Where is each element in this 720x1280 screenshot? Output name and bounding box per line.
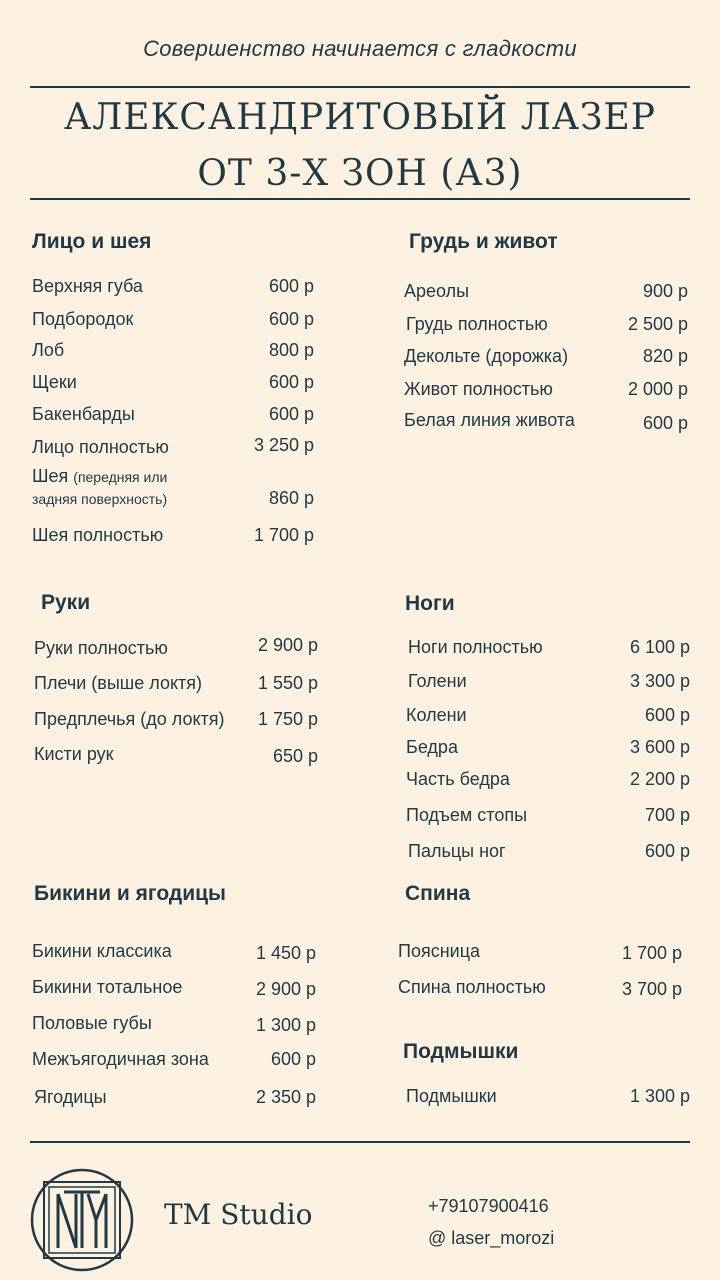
list-item bbox=[404, 410, 688, 434]
item-name: Кисти рук bbox=[34, 744, 114, 764]
item-name: Руки полностью bbox=[34, 638, 168, 658]
list-item bbox=[406, 637, 690, 658]
item-name: Щеки bbox=[32, 372, 77, 392]
list-item bbox=[32, 1087, 316, 1108]
list-item bbox=[32, 941, 316, 964]
list-item bbox=[406, 841, 690, 862]
contact-phone[interactable]: +79107900416 bbox=[428, 1196, 549, 1216]
section-title: Спина bbox=[405, 882, 471, 905]
item-price: 600 р bbox=[268, 309, 314, 329]
item-name: Подмышки bbox=[406, 1086, 497, 1106]
page-title bbox=[0, 90, 720, 202]
item-price: 6 100 р bbox=[629, 637, 690, 657]
list-item bbox=[406, 805, 690, 826]
item-name: Пальцы ног bbox=[408, 841, 506, 861]
list-item bbox=[32, 435, 314, 458]
item-name: Часть бедра bbox=[406, 769, 510, 789]
item-price: 1 750 р bbox=[257, 709, 318, 729]
item-price: 1 700 р bbox=[253, 525, 314, 545]
item-price: 1 300 р bbox=[255, 1015, 316, 1035]
item-price: 700 р bbox=[644, 805, 690, 825]
item-price: 3 250 р bbox=[253, 435, 314, 455]
item-name: Колени bbox=[406, 705, 467, 725]
item-name: Шея bbox=[32, 466, 69, 486]
item-name: Предплечья (до локтя) bbox=[34, 709, 225, 729]
item-price: 2 000 р bbox=[627, 379, 688, 399]
list-item bbox=[32, 1013, 316, 1036]
list-item bbox=[32, 372, 314, 393]
item-price: 1 700 р bbox=[621, 943, 682, 963]
item-name: Грудь полностью bbox=[406, 314, 548, 334]
item-name: Декольте (дорожка) bbox=[404, 346, 569, 366]
item-name: Подбородок bbox=[32, 309, 134, 329]
item-name: Ареолы bbox=[404, 281, 470, 301]
item-price: 3 300 р bbox=[629, 671, 690, 691]
section-back bbox=[398, 882, 682, 1002]
list-item bbox=[32, 525, 314, 546]
list-item bbox=[34, 709, 318, 730]
list-item bbox=[404, 1086, 690, 1107]
brand-name: TM Studio bbox=[164, 1198, 313, 1231]
title-divider bbox=[30, 198, 690, 200]
section-legs bbox=[406, 592, 690, 872]
list-item bbox=[406, 671, 690, 692]
list-item bbox=[406, 705, 690, 726]
item-name: Живот полностью bbox=[404, 379, 553, 399]
list-item bbox=[32, 404, 314, 425]
section-title: Грудь и живот bbox=[409, 230, 558, 253]
item-note: (передняя или bbox=[73, 469, 168, 485]
list-item bbox=[406, 769, 690, 790]
item-price: 2 900 р bbox=[257, 635, 318, 655]
studio-logo-icon bbox=[30, 1168, 134, 1272]
list-item bbox=[32, 466, 314, 522]
section-title: Руки bbox=[41, 591, 91, 614]
item-name: Ягодицы bbox=[34, 1087, 107, 1107]
section-title: Ноги bbox=[405, 592, 455, 615]
section-face bbox=[32, 230, 314, 560]
list-item bbox=[404, 281, 688, 302]
item-price: 1 550 р bbox=[257, 673, 318, 693]
item-name: Лицо полностью bbox=[32, 437, 169, 457]
section-chest bbox=[404, 230, 688, 440]
item-name: Подъем стопы bbox=[406, 805, 528, 825]
item-price: 2 200 р bbox=[629, 769, 690, 789]
section-title: Бикини и ягодицы bbox=[34, 882, 226, 905]
list-item bbox=[404, 314, 688, 335]
item-price: 3 600 р bbox=[629, 737, 690, 757]
item-note-line-2: задняя поверхность) bbox=[32, 491, 168, 507]
item-price: 600 р bbox=[644, 705, 690, 725]
item-name: Половые губы bbox=[32, 1013, 152, 1033]
list-item bbox=[32, 977, 316, 1000]
section-arms bbox=[34, 591, 318, 771]
contact-social[interactable]: @ laser_morozi bbox=[428, 1228, 555, 1248]
section-title: Подмышки bbox=[403, 1040, 519, 1063]
list-item bbox=[398, 941, 682, 964]
item-name: Лоб bbox=[32, 340, 65, 360]
item-price: 600 р bbox=[270, 1049, 316, 1069]
item-price: 2 350 р bbox=[255, 1087, 316, 1107]
top-divider bbox=[30, 86, 690, 88]
list-item bbox=[32, 340, 314, 361]
list-item bbox=[32, 1049, 316, 1070]
item-name: Верхняя губа bbox=[32, 276, 143, 296]
item-price: 600 р bbox=[268, 372, 314, 392]
list-item bbox=[404, 346, 688, 367]
item-price: 650 р bbox=[272, 746, 318, 766]
item-price: 2 900 р bbox=[255, 979, 316, 999]
item-name: Голени bbox=[408, 671, 467, 691]
list-item bbox=[398, 977, 682, 1000]
title-line-2: ОТ 3-Х ЗОН (А3) bbox=[197, 153, 523, 194]
item-price: 600 р bbox=[644, 841, 690, 861]
item-name: Плечи (выше локтя) bbox=[34, 673, 203, 693]
item-name: Ноги полностью bbox=[408, 637, 543, 657]
list-item bbox=[32, 309, 314, 330]
item-name: Спина полностью bbox=[398, 977, 546, 997]
item-price: 800 р bbox=[268, 340, 314, 360]
section-bikini bbox=[32, 882, 316, 1112]
item-price: 3 700 р bbox=[621, 979, 682, 999]
list-item bbox=[32, 276, 314, 297]
item-name: Поясница bbox=[398, 941, 481, 961]
item-price: 1 450 р bbox=[255, 943, 316, 963]
item-price: 600 р bbox=[268, 276, 314, 296]
title-line-1: АЛЕКСАНДРИТОВЫЙ ЛАЗЕР bbox=[63, 97, 656, 138]
item-name-block bbox=[32, 466, 167, 507]
item-name: Бикини классика bbox=[32, 941, 172, 961]
item-name: Белая линия живота bbox=[404, 410, 575, 430]
section-armpits bbox=[404, 1040, 690, 1120]
tagline: Совершенство начинается с гладкости bbox=[143, 36, 577, 61]
list-item bbox=[404, 379, 688, 400]
item-price: 600 р bbox=[642, 413, 688, 433]
item-price: 860 р bbox=[268, 488, 314, 508]
item-price: 820 р bbox=[642, 346, 688, 366]
item-price: 600 р bbox=[268, 404, 314, 424]
item-name: Шея полностью bbox=[32, 525, 164, 545]
footer-divider bbox=[30, 1141, 690, 1143]
item-name: Бедра bbox=[406, 737, 458, 757]
list-item bbox=[34, 635, 318, 659]
section-title: Лицо и шея bbox=[32, 230, 152, 253]
list-item bbox=[34, 673, 318, 694]
item-price: 1 300 р bbox=[629, 1086, 690, 1106]
item-price: 900 р bbox=[642, 281, 688, 301]
item-price: 2 500 р bbox=[627, 314, 688, 334]
item-name: Бакенбарды bbox=[32, 404, 135, 424]
item-name: Межъягодичная зона bbox=[32, 1049, 209, 1069]
list-item bbox=[34, 744, 318, 767]
list-item bbox=[406, 737, 690, 758]
item-name: Бикини тотальное bbox=[32, 977, 183, 997]
